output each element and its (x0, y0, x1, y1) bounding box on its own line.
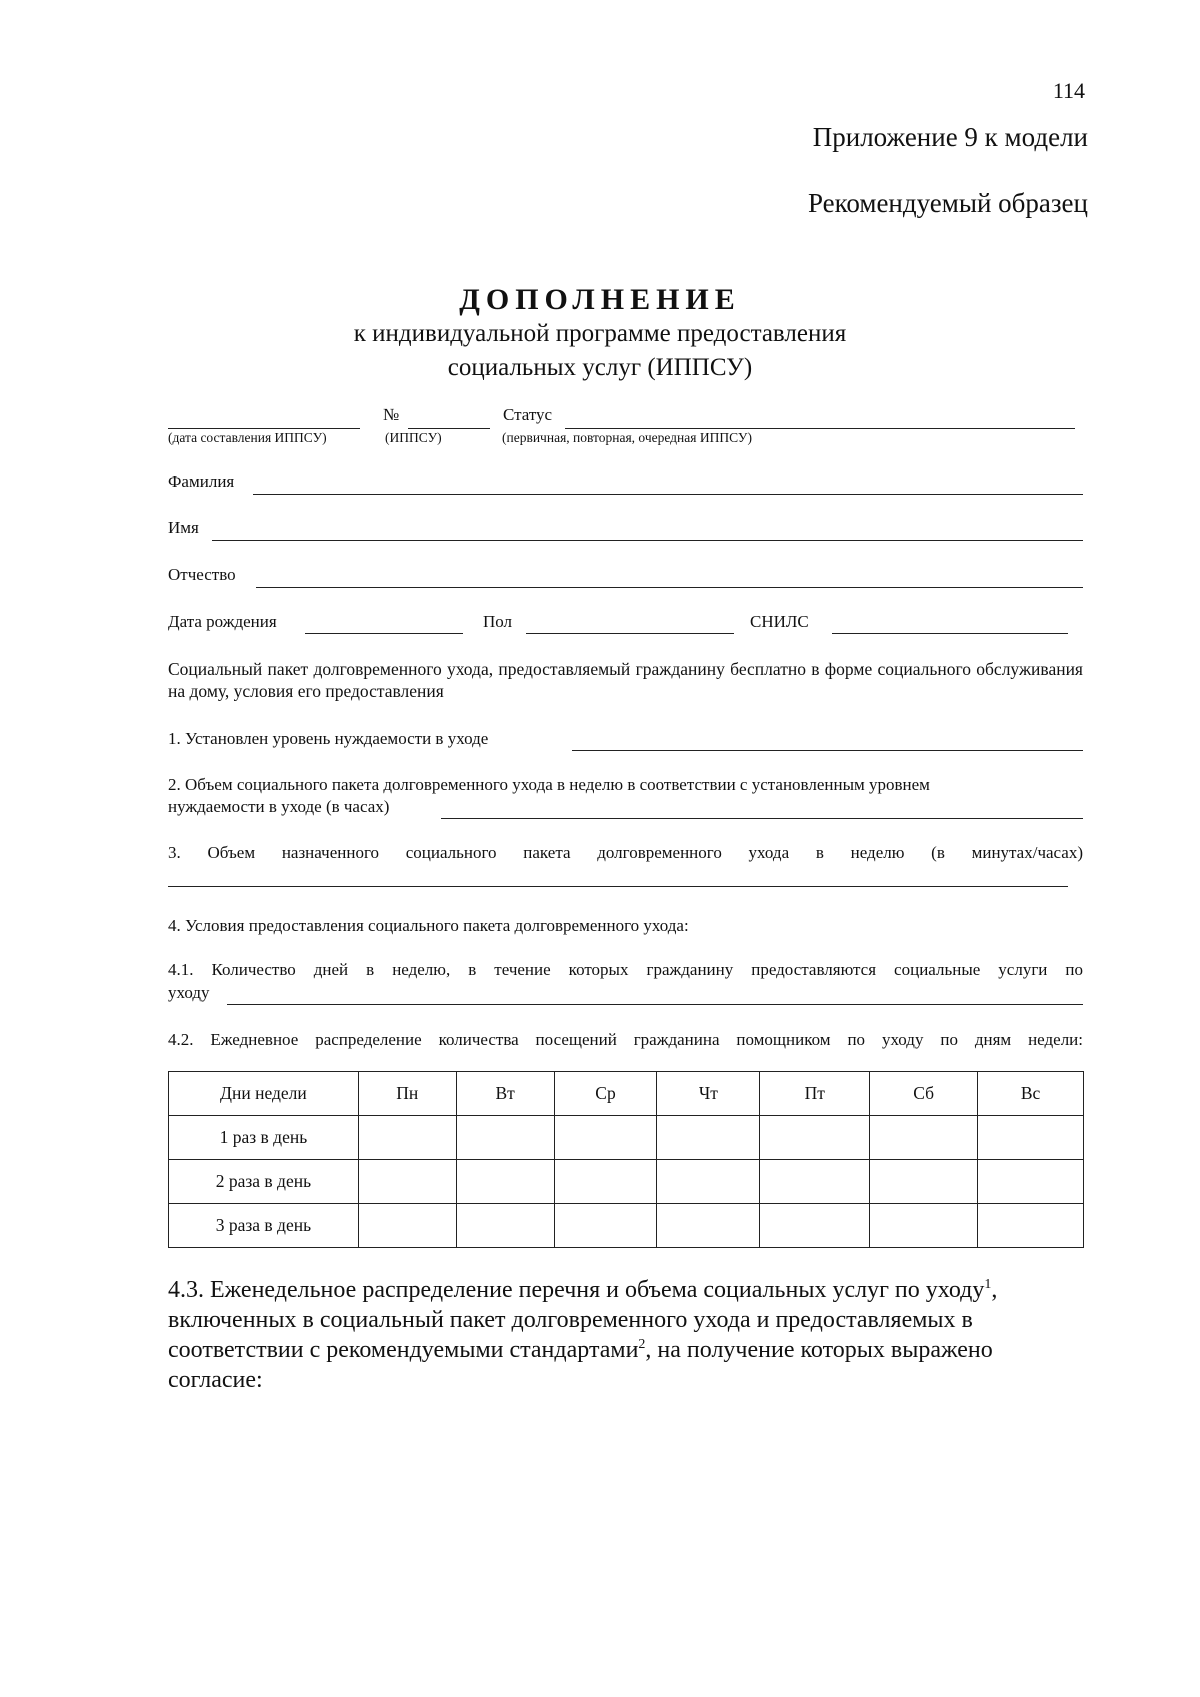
item41-line2: уходу (168, 983, 210, 1002)
ippsu-caption: (ИППСУ) (385, 430, 442, 445)
row-label: 1 раз в день (169, 1116, 359, 1160)
table-cell[interactable] (554, 1116, 657, 1160)
appendix-label: Приложение 9 к модели (812, 122, 1088, 152)
item1-field-line[interactable] (572, 750, 1083, 751)
sex-field-line[interactable] (526, 633, 734, 634)
table-cell[interactable] (554, 1204, 657, 1248)
table-cell[interactable] (760, 1116, 870, 1160)
status-label: Статус (503, 405, 553, 424)
intro-paragraph: Социальный пакет долговременного ухода, предоставляемый гражданину бесплатно в форме социального обслуживания на дому, условия его предоставления (168, 659, 1083, 701)
item43-paragraph (168, 1275, 1088, 1395)
patronymic-field-line[interactable] (256, 587, 1083, 588)
item1-label: 1. Установлен уровень нуждаемости в уходе (168, 729, 489, 748)
name-label: Имя (168, 518, 199, 537)
table-cell[interactable] (657, 1160, 760, 1204)
table-cell[interactable] (870, 1116, 978, 1160)
patronymic-label: Отчество (168, 565, 236, 584)
table-cell[interactable] (358, 1160, 456, 1204)
table-cell[interactable] (456, 1204, 554, 1248)
table-cell[interactable] (657, 1204, 760, 1248)
table-cell[interactable] (978, 1204, 1084, 1248)
item42-label: 4.2. Ежедневное распределение количества посещений гражданина помощником по уходу по дням недели: (168, 1030, 1083, 1049)
table-cell[interactable] (358, 1204, 456, 1248)
item41-field-line[interactable] (227, 1004, 1083, 1005)
birth-date-label: Дата рождения (168, 612, 277, 631)
sample-label: Рекомендуемый образец (807, 188, 1088, 218)
number-label: № (383, 405, 400, 424)
table-header-cell: Сб (870, 1072, 978, 1116)
document-subtitle-line2: социальных услуг (ИППСУ) (447, 354, 753, 381)
footnote-ref-1[interactable]: 1 (984, 1277, 992, 1292)
table-row (169, 1204, 1084, 1248)
table-cell[interactable] (978, 1116, 1084, 1160)
page-number: 114 (1052, 78, 1085, 103)
table-cell[interactable] (978, 1160, 1084, 1204)
table-header-cell: Ср (554, 1072, 657, 1116)
table-header-cell: Чт (657, 1072, 760, 1116)
table-header-cell: Дни недели (169, 1072, 359, 1116)
surname-field-line[interactable] (253, 494, 1083, 495)
table-cell[interactable] (870, 1204, 978, 1248)
item3-label: 3. Объем назначенного социального пакета долговременного ухода в неделю (в минутах/часах) (168, 843, 1083, 862)
table-cell[interactable] (870, 1160, 978, 1204)
table-header-cell: Вт (456, 1072, 554, 1116)
footnote-ref-2[interactable]: 2 (638, 1337, 646, 1352)
table-header-row (169, 1072, 1084, 1116)
row-label: 3 раза в день (169, 1204, 359, 1248)
table-row (169, 1116, 1084, 1160)
table-cell[interactable] (554, 1160, 657, 1204)
row-label: 2 раза в день (169, 1160, 359, 1204)
date-caption: (дата составления ИППСУ) (168, 430, 327, 445)
table-cell[interactable] (760, 1160, 870, 1204)
snils-field-line[interactable] (832, 633, 1068, 634)
status-field-line[interactable] (565, 428, 1075, 429)
table-header-cell: Вс (978, 1072, 1084, 1116)
date-field-line[interactable] (168, 428, 360, 429)
item2-line2: нуждаемости в уходе (в часах) (168, 797, 390, 816)
item2-field-line[interactable] (441, 818, 1083, 819)
birth-date-field-line[interactable] (305, 633, 463, 634)
item3-field-line[interactable] (168, 886, 1068, 887)
item43-text-part3: , на получение которых выражено согласие: (168, 1337, 993, 1393)
document-title: ДОПОЛНЕНИЕ (459, 283, 741, 316)
table-cell[interactable] (358, 1116, 456, 1160)
item4-label: 4. Условия предоставления социального пакета долговременного ухода: (168, 916, 689, 935)
table-header-cell: Пн (358, 1072, 456, 1116)
status-caption: (первичная, повторная, очередная ИППСУ) (502, 430, 752, 445)
item43-text-part1: 4.3. Еженедельное распределение перечня и объема социальных услуг по уходу (168, 1277, 985, 1303)
table-cell[interactable] (657, 1116, 760, 1160)
name-field-line[interactable] (212, 540, 1083, 541)
item43-text-part2: , включенных в социальный пакет долговременного ухода и предоставляемых в соответствии с рекомендуемыми стандартами (168, 1277, 998, 1363)
number-field-line[interactable] (408, 428, 490, 429)
item41-line1: 4.1. Количество дней в неделю, в течение которых гражданину предоставляются социальные услуги по (168, 960, 1083, 979)
snils-label: СНИЛС (750, 612, 809, 631)
table-header-cell: Пт (760, 1072, 870, 1116)
table-cell[interactable] (456, 1160, 554, 1204)
item2-line1: 2. Объем социального пакета долговременного ухода в неделю в соответствии с установленным уровнем (168, 775, 930, 794)
table-cell[interactable] (456, 1116, 554, 1160)
document-subtitle-line1: к индивидуальной программе предоставления (353, 320, 847, 347)
table-cell[interactable] (760, 1204, 870, 1248)
surname-label: Фамилия (168, 472, 235, 491)
table-row (169, 1160, 1084, 1204)
sex-label: Пол (483, 612, 513, 631)
visits-table (168, 1071, 1084, 1248)
